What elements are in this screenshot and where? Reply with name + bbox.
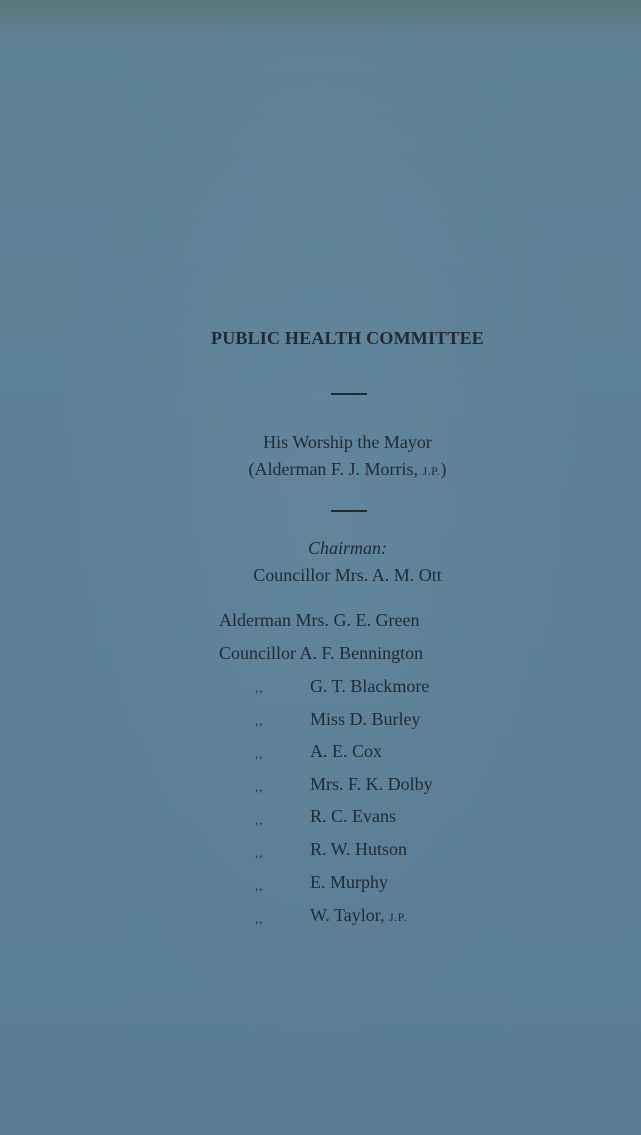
councillor-member: R. C. Evans [310,806,397,826]
councillor-member: G. T. Blackmore [310,676,430,696]
councillor-member-first: Councillor A. F. Bennington [219,643,424,663]
councillor-member: E. Murphy [310,872,388,892]
ditto-mark: ,, [255,779,264,794]
mayor-line-1: His Worship the Mayor [263,432,432,452]
ditto-mark: ,, [255,812,264,827]
last-member-name: W. Taylor, [310,905,390,925]
mayor-line-2 [0,459,641,480]
last-member-jp-suffix: J.P. [389,910,408,924]
mayor-jp-suffix: J.P. [422,464,441,478]
chairman-label: Chairman: [307,538,387,558]
alderman-member: Alderman Mrs. G. E. Green [219,610,420,630]
chairman-name: Councillor Mrs. A. M. Ott [253,565,442,585]
divider-rule-1 [331,393,367,395]
councillor-member-last [310,905,407,926]
mayor-name: (Alderman F. J. Morris, [248,459,423,479]
ditto-mark: ,, [255,713,264,728]
councillor-member: A. E. Cox [310,741,382,761]
ditto-mark: ,, [255,680,264,695]
ditto-mark: ,, [255,845,264,860]
committee-title: PUBLIC HEALTH COMMITTEE [211,328,484,348]
ditto-mark: ,, [255,911,264,926]
councillor-member: R. W. Hutson [310,839,408,859]
councillor-member: Miss D. Burley [310,709,421,729]
councillor-member: Mrs. F. K. Dolby [310,774,433,794]
divider-rule-2 [331,510,367,512]
ditto-mark: ,, [255,878,264,893]
ditto-mark: ,, [255,746,264,761]
mayor-close-paren: ) [440,459,447,479]
page-edge-shading [0,0,641,40]
